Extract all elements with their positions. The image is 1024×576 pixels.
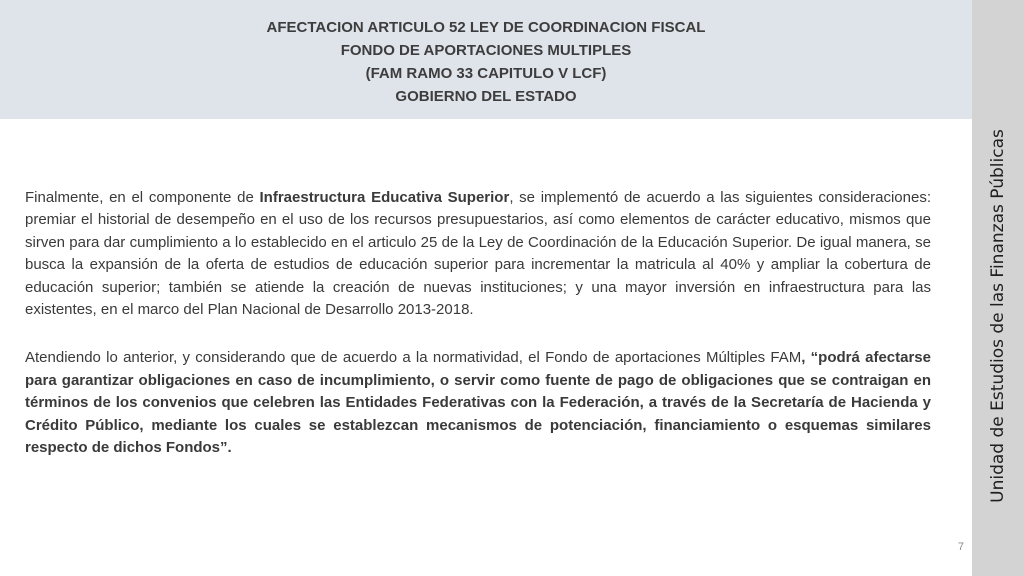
- header-title-line-4: GOBIERNO DEL ESTADO: [395, 87, 577, 105]
- header-title-line-2: FONDO DE APORTACIONES MULTIPLES: [340, 41, 632, 59]
- header-title-line-3: (FAM RAMO 33 CAPITULO V LCF): [365, 64, 607, 82]
- paragraph-2-text-start: Atendiendo lo anterior, y considerando que de acuerdo a la normatividad, el Fondo de aportaciones Múltiples FAM: [25, 349, 802, 367]
- page-number: 7: [957, 541, 964, 553]
- paragraph-1-highlight: Infraestructura Educativa Superior: [259, 189, 510, 206]
- paragraph-2-quote: , “podrá afectarse para garantizar obligaciones en caso de incumplimiento, o servir como fuente de pago de obligaciones que se contraigan en términos de los convenios que celebren las Entidades Federativas con la Federación, a través de la Secretaría de Hacienda y Crédito Público, mediante los cuales se establezcan mecanismos de potenciación, financiamiento o esquemas similares respecto de dichos Fondos”.: [25, 349, 931, 457]
- slide-body: [25, 187, 931, 459]
- paragraph-1-text-end: , se implementó de acuerdo a las siguientes consideraciones: premiar el historial de desempeño en el uso de los recursos presupuestarios, así como elementos de carácter educativo, mismos que sirven para dar cumplimiento a lo establecido en el articulo 25 de la Ley de Coordinación de la Educación Superior. De igual manera, se busca la expansión de la oferta de estudios de educación superior para incrementar la matricula al 40% y ampliar la cobertura de educación superior; también se atiende la creación de nuevas instituciones; y una mayor inversión en infraestructura para las existentes, en el marco del Plan Nacional de Desarrollo 2013-2018.: [25, 189, 931, 319]
- paragraph-infraestructura: [25, 187, 931, 321]
- paragraph-fam-quote: [25, 347, 931, 459]
- paragraph-1-text-start: Finalmente, en el componente de: [25, 189, 260, 206]
- sidebar-band: [972, 0, 1024, 576]
- slide-header: [0, 0, 972, 119]
- sidebar-unit-label: Unidad de Estudios de las Finanzas Públicas: [988, 129, 1008, 503]
- header-title-line-1: AFECTACION ARTICULO 52 LEY DE COORDINACION FISCAL: [266, 18, 706, 36]
